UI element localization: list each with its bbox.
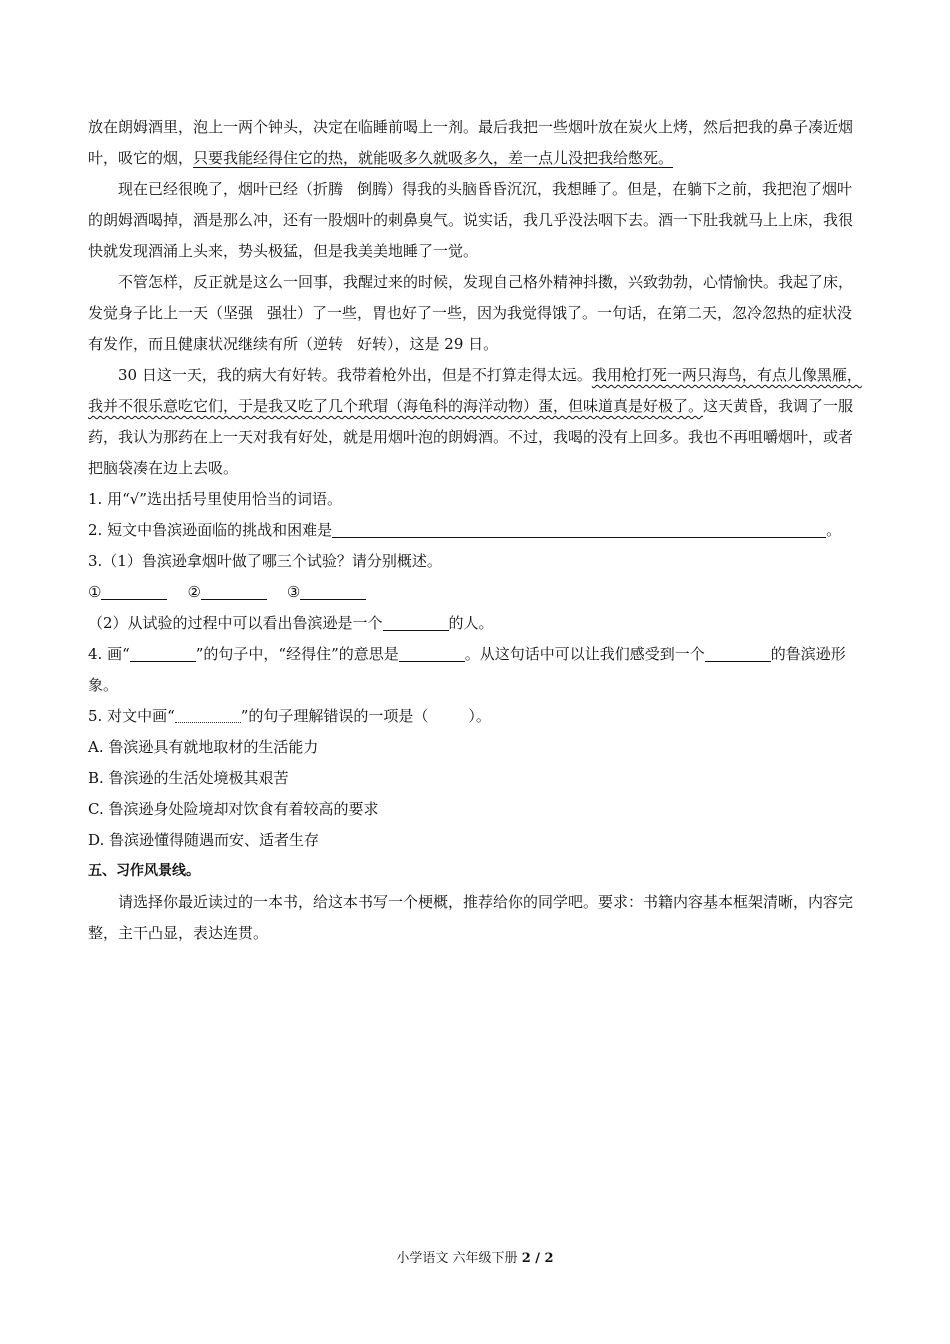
question-1: 1. 用“√”选出括号里使用恰当的词语。 bbox=[88, 490, 342, 508]
passage-paragraph bbox=[88, 112, 864, 174]
question-2 bbox=[88, 515, 864, 546]
option-d: D. 鲁滨逊懂得随遇而安、适者生存 bbox=[88, 831, 320, 849]
answer-blank[interactable] bbox=[101, 581, 167, 600]
answer-blank[interactable] bbox=[383, 612, 449, 631]
text: 好转），这是 29 日。 bbox=[357, 335, 499, 353]
wavy-line-mark bbox=[175, 712, 241, 723]
option-c: C. 鲁滨逊身处险境却对饮食有着较高的要求 bbox=[88, 800, 379, 818]
text: ”的句子中，“经得住”的意思是 bbox=[195, 645, 399, 663]
text: 放在朗姆酒里，泡上一两个钟头，决定在临睡前喝上一剂。最后我把一些烟叶放在炭火上烤，然后把我的鼻子凑近烟叶，吸它的烟， bbox=[88, 118, 854, 167]
text: 。从这句话中可以让我们感受到一个 bbox=[464, 645, 705, 663]
text: 现在已经很晚了，烟叶已经（折腾 bbox=[118, 180, 344, 198]
passage-paragraph bbox=[88, 360, 864, 484]
text: 4. 画“ bbox=[88, 645, 130, 663]
question-3-2 bbox=[88, 608, 864, 639]
page-footer bbox=[0, 1247, 950, 1266]
text: 这天黄昏，我调了一服药，我认为那药在上一天对我有好处，就是用烟叶泡的朗姆酒。不过，我喝的没有上回多。我也不再咀嚼烟叶，或者把脑袋凑在边上去吸。 bbox=[88, 397, 854, 477]
text: 5. 对文中画“ bbox=[88, 707, 175, 725]
document-page bbox=[88, 112, 864, 949]
question-3-1: 3.（1）鲁滨逊拿烟叶做了哪三个试验？请分别概述。 bbox=[88, 552, 442, 570]
question-5 bbox=[88, 701, 864, 732]
underlined-sentence: 只要我能经得住它的热，就能吸多久就吸多久，差一点儿没把我给憋死。 bbox=[193, 149, 674, 167]
text: 30 日这一天，我的病大有好转。我带着枪外出，但是不打算走得太远。 bbox=[118, 366, 592, 384]
question-4 bbox=[88, 639, 864, 701]
text: 倒腾）得我的头脑昏昏沉沉，我想睡了。但是，在躺下之前，我把泡了烟叶的朗姆酒喝掉，酒是那么冲，还有一股烟叶的刺鼻臭气。说实话，我几乎没法咽下去。酒一下肚我就马上上床，我很快就发现酒涌上头来，势头极猛，但是我美美地睡了一觉。 bbox=[88, 180, 854, 260]
answer-blank[interactable] bbox=[201, 581, 267, 600]
circle-number: ② bbox=[187, 583, 201, 601]
answer-blank[interactable] bbox=[332, 519, 826, 538]
underline-mark bbox=[130, 643, 196, 662]
text: 不管怎样，反正就是这么一回事，我醒过来的时候，发现自己格外精神抖擞，兴致勃勃，心情愉快。我起了床，发觉身子比上一天（坚强 bbox=[88, 273, 854, 322]
circle-number: ① bbox=[88, 583, 102, 601]
answer-blank[interactable] bbox=[300, 581, 366, 600]
question-3-blanks bbox=[88, 577, 864, 608]
text: 的鲁滨逊形象。 bbox=[88, 645, 846, 694]
passage-paragraph bbox=[88, 174, 864, 267]
answer-blank[interactable] bbox=[399, 643, 465, 662]
text: ”的句子理解错误的一项是（ bbox=[240, 707, 429, 725]
text: ）。 bbox=[468, 707, 491, 725]
text: 的人。 bbox=[448, 614, 494, 632]
answer-blank[interactable] bbox=[705, 643, 771, 662]
text: 。 bbox=[826, 521, 842, 539]
footer-subject: 小学语文 六年级下册 bbox=[396, 1251, 518, 1266]
section-5-body: 请选择你最近读过的一本书，给这本书写一个梗概，推荐给你的同学吧。要求：书籍内容基本框架清晰，内容完整，主干凸显，表达连贯。 bbox=[88, 893, 854, 942]
circle-number: ③ bbox=[286, 583, 301, 601]
wavy-underlined-sentence: 我用枪打死一两只海鸟，有点儿像黑雁，我并不很乐意吃它们，于是我又吃了几个玳瑁（海龟科的海洋动物）蛋，但味道真是好极了。 bbox=[88, 366, 862, 415]
option-b: B. 鲁滨逊的生活处境极其艰苦 bbox=[88, 769, 289, 787]
text: （2）从试验的过程中可以看出鲁滨逊是一个 bbox=[88, 614, 383, 632]
text: 2. 短文中鲁滨逊面临的挑战和困难是 bbox=[88, 521, 333, 539]
footer-page-number: 2 / 2 bbox=[521, 1251, 554, 1266]
text: 强壮）了一些，胃也好了一些，因为我觉得饿了。一句话，在第二天，忽冷忽热的症状没有发作，而且健康状况继续有所（逆转 bbox=[88, 304, 853, 353]
section-5-title: 五、习作风景线。 bbox=[88, 863, 200, 879]
option-a: A. 鲁滨逊具有就地取材的生活能力 bbox=[88, 738, 319, 756]
passage-paragraph bbox=[88, 267, 864, 360]
